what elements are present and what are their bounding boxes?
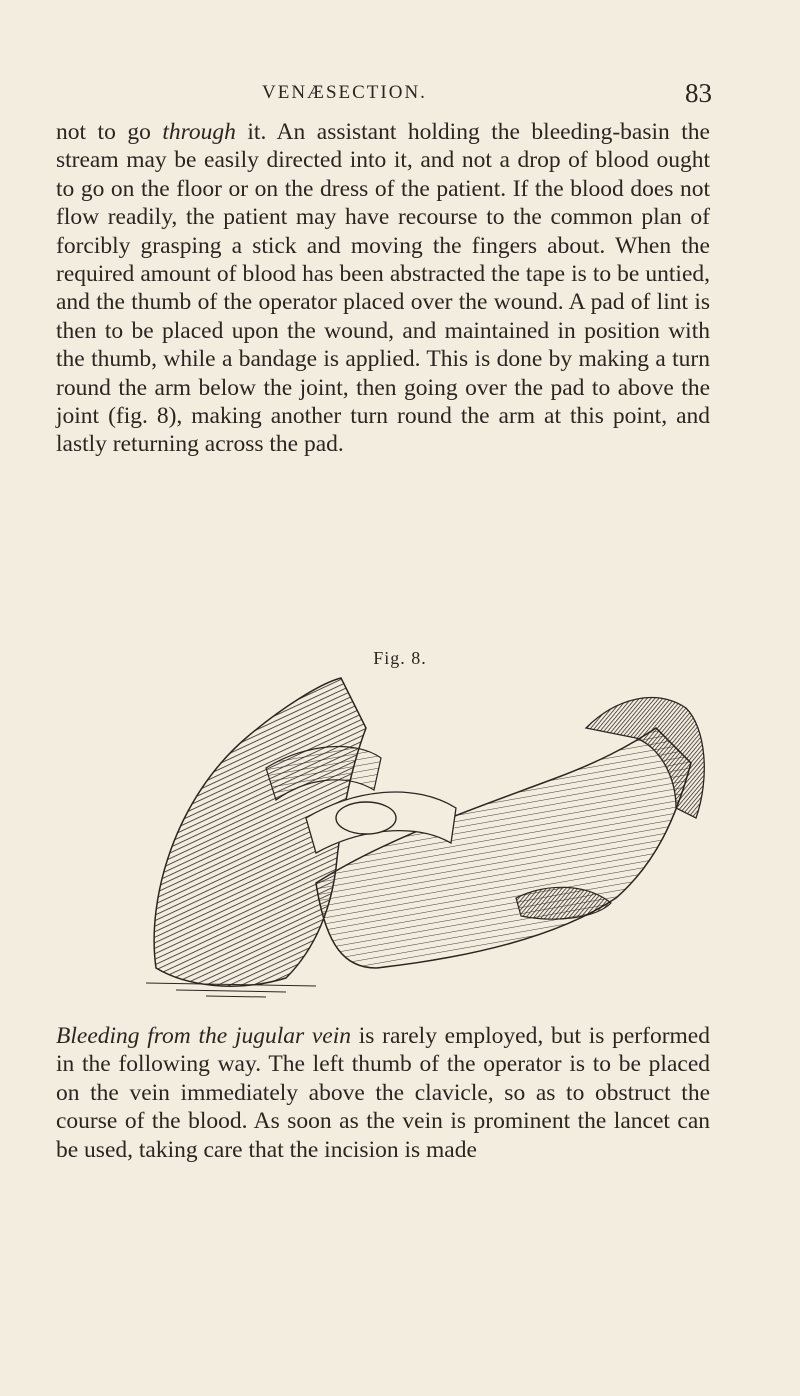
paragraph-bandaging <box>56 118 710 459</box>
emphasis-through: through <box>162 119 236 145</box>
running-title: VENÆSECTION. <box>262 82 427 103</box>
emphasis-jugular-heading: Bleeding from the jugular vein <box>56 1023 352 1049</box>
page-number: 83 <box>685 78 712 108</box>
paragraph-jugular <box>56 1022 710 1164</box>
page-header <box>0 78 800 118</box>
paragraph-body: it. An assistant holding the bleeding-basin the stream may be easily directed into it, and not a drop of blood ought to go on the floor or on the dress of the patient. If the blood does not flow readily, the patient may have recourse to the common plan of forcibly grasping a stick and moving the fingers about. When the required amount of blood has been abstracted the tape is to be untied, and the thumb of the operator placed over the wound. A pad of lint is then to be placed upon the wound, and maintained in position with the thumb, while a bandage is applied. This is done by making a turn round the arm below the joint, then going over the pad to above the joint (fig. 8), making another turn round the arm at this point, and lastly returning across the pad. <box>56 119 710 458</box>
figure-caption: Fig. 8. <box>373 648 427 668</box>
figure-arm-bandage-illustration <box>116 668 710 998</box>
paragraph-body: is rarely employed, but is performed in the following way. The left thumb of the operator is to be placed on the vein immediately above the clavicle, so as to obstruct the course of the blood. As soon as the vein is prominent the lancet can be used, taking care that the incision is made <box>56 1023 710 1163</box>
lint-pad <box>336 802 396 834</box>
paragraph-lead: not to go <box>56 119 163 145</box>
